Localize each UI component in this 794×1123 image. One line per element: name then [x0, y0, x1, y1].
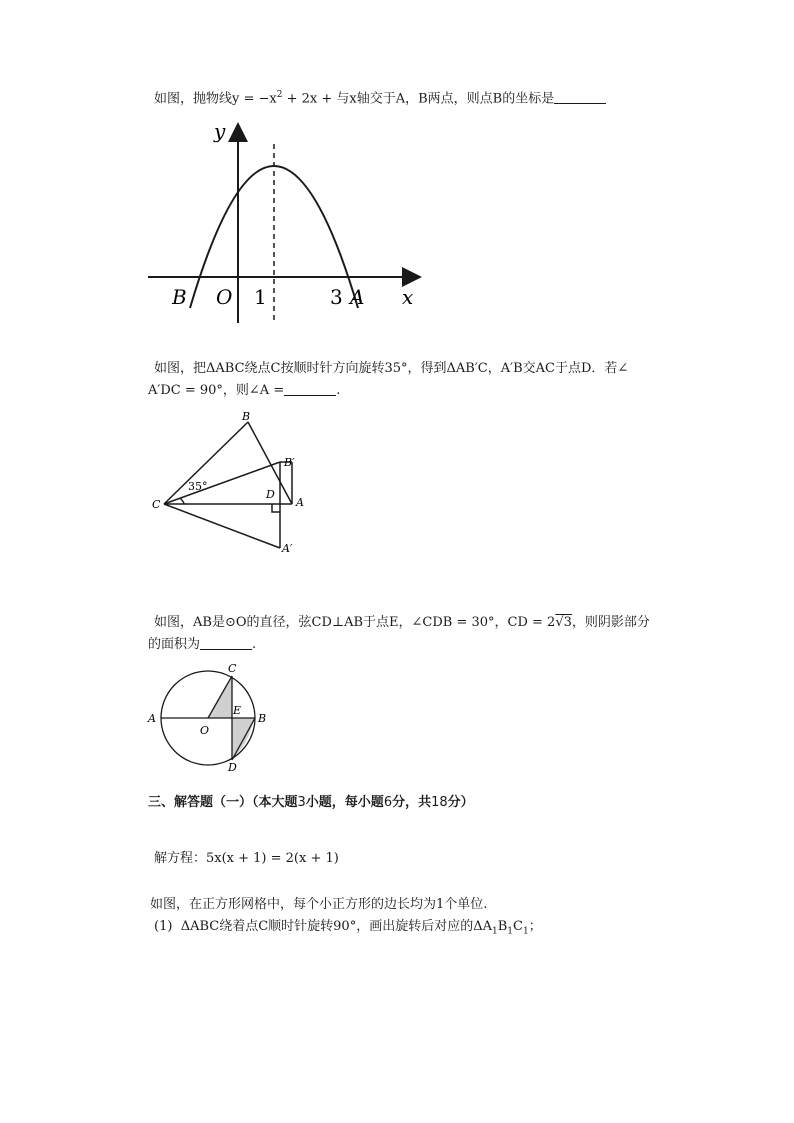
label-a-prime: A′ — [282, 542, 293, 555]
angle-arc — [180, 498, 184, 504]
q2-line2-before: A′DC = 90°，则∠A = — [148, 383, 285, 398]
q3-line2-before: 的面积为 — [148, 637, 201, 652]
q3-line1-after: ，则阴影部分 — [571, 615, 650, 630]
q3-line1 — [154, 613, 650, 633]
q3-sqrt: √3 — [555, 615, 572, 630]
section-n3: 18 — [431, 795, 448, 810]
section-prefix: 三、解答题（一）（本大题 — [148, 795, 298, 810]
label-35-degrees: 35° — [188, 480, 208, 493]
q3-line2 — [148, 635, 256, 655]
q3-answer-blank[interactable] — [200, 635, 252, 650]
q5-mid-c: C — [513, 919, 523, 934]
label-b-prime: B′ — [284, 456, 295, 469]
origin-label: O — [216, 285, 233, 309]
tick-3-label: 3 — [330, 285, 343, 309]
rotation-figure — [150, 410, 310, 560]
y-label: y — [214, 119, 226, 143]
section-mid1: 小题，每小题 — [305, 795, 384, 810]
q5-mid-b: B — [497, 919, 508, 934]
q4-text: 解方程：5x(x + 1) = 2(x + 1) — [154, 851, 339, 866]
label-c: C — [228, 662, 237, 675]
label-e: E — [233, 704, 242, 717]
q2-line2-after: . — [336, 383, 341, 398]
q1-answer-blank[interactable] — [554, 89, 606, 104]
q3-line1-before: 如图，AB是⊙O的直径，弦CD⊥AB于点E，∠CDB = 30°，CD = 2 — [154, 615, 556, 630]
section-n1: 3 — [297, 795, 306, 810]
q2-answer-blank[interactable] — [284, 381, 336, 396]
right-angle-marker — [272, 504, 280, 512]
label-b: B — [258, 712, 267, 725]
label-o: O — [200, 724, 210, 737]
circle-figure — [146, 658, 276, 778]
section-n2: 6 — [383, 795, 393, 810]
q2-line2 — [148, 381, 340, 401]
q5-item-before: ΔABC绕着点C顺时针旋转90°，画出旋转后对应的ΔA — [180, 919, 492, 934]
q5-item-number: (1) — [154, 919, 173, 934]
q5-item1 — [154, 917, 542, 942]
label-d: D — [266, 488, 275, 501]
q2-line1: 如图，把ΔABC绕点C按顺时针方向旋转35°，得到ΔAB′C，A′B交AC于点D．若∠ — [154, 361, 629, 376]
tick-1-label: 1 — [254, 285, 267, 309]
parabola-figure — [140, 118, 430, 328]
q1-text — [154, 85, 606, 109]
q5-sub1: 1 — [491, 926, 498, 937]
q1-text-before: 如图，抛物线y = −x — [154, 91, 277, 107]
section-heading — [148, 793, 474, 813]
q3-line2-after: . — [252, 637, 257, 652]
q5-sub3: 1 — [522, 926, 529, 937]
segment-cb-prime — [164, 462, 280, 504]
label-b: B — [242, 410, 251, 423]
q5-sub2: 1 — [507, 926, 514, 937]
q5-item-after: ； — [528, 919, 542, 934]
x-label: x — [402, 285, 414, 309]
section-mid2: 分，共 — [392, 795, 432, 810]
point-a-label: A — [350, 285, 365, 309]
section-suffix: 分） — [447, 795, 474, 810]
label-c: C — [152, 498, 161, 511]
q1-exponent: 2 — [276, 90, 283, 100]
label-a: A — [296, 496, 304, 509]
label-d: D — [228, 761, 237, 774]
label-a: A — [148, 712, 156, 725]
point-b-label: B — [172, 285, 187, 309]
segment-ca-prime — [164, 504, 280, 548]
q1-text-after: + 2x + 与x轴交于A，B两点，则点B的坐标是 — [282, 91, 555, 107]
q5-line1: 如图，在正方形网格中，每个小正方形的边长均为1个单位. — [150, 897, 488, 912]
